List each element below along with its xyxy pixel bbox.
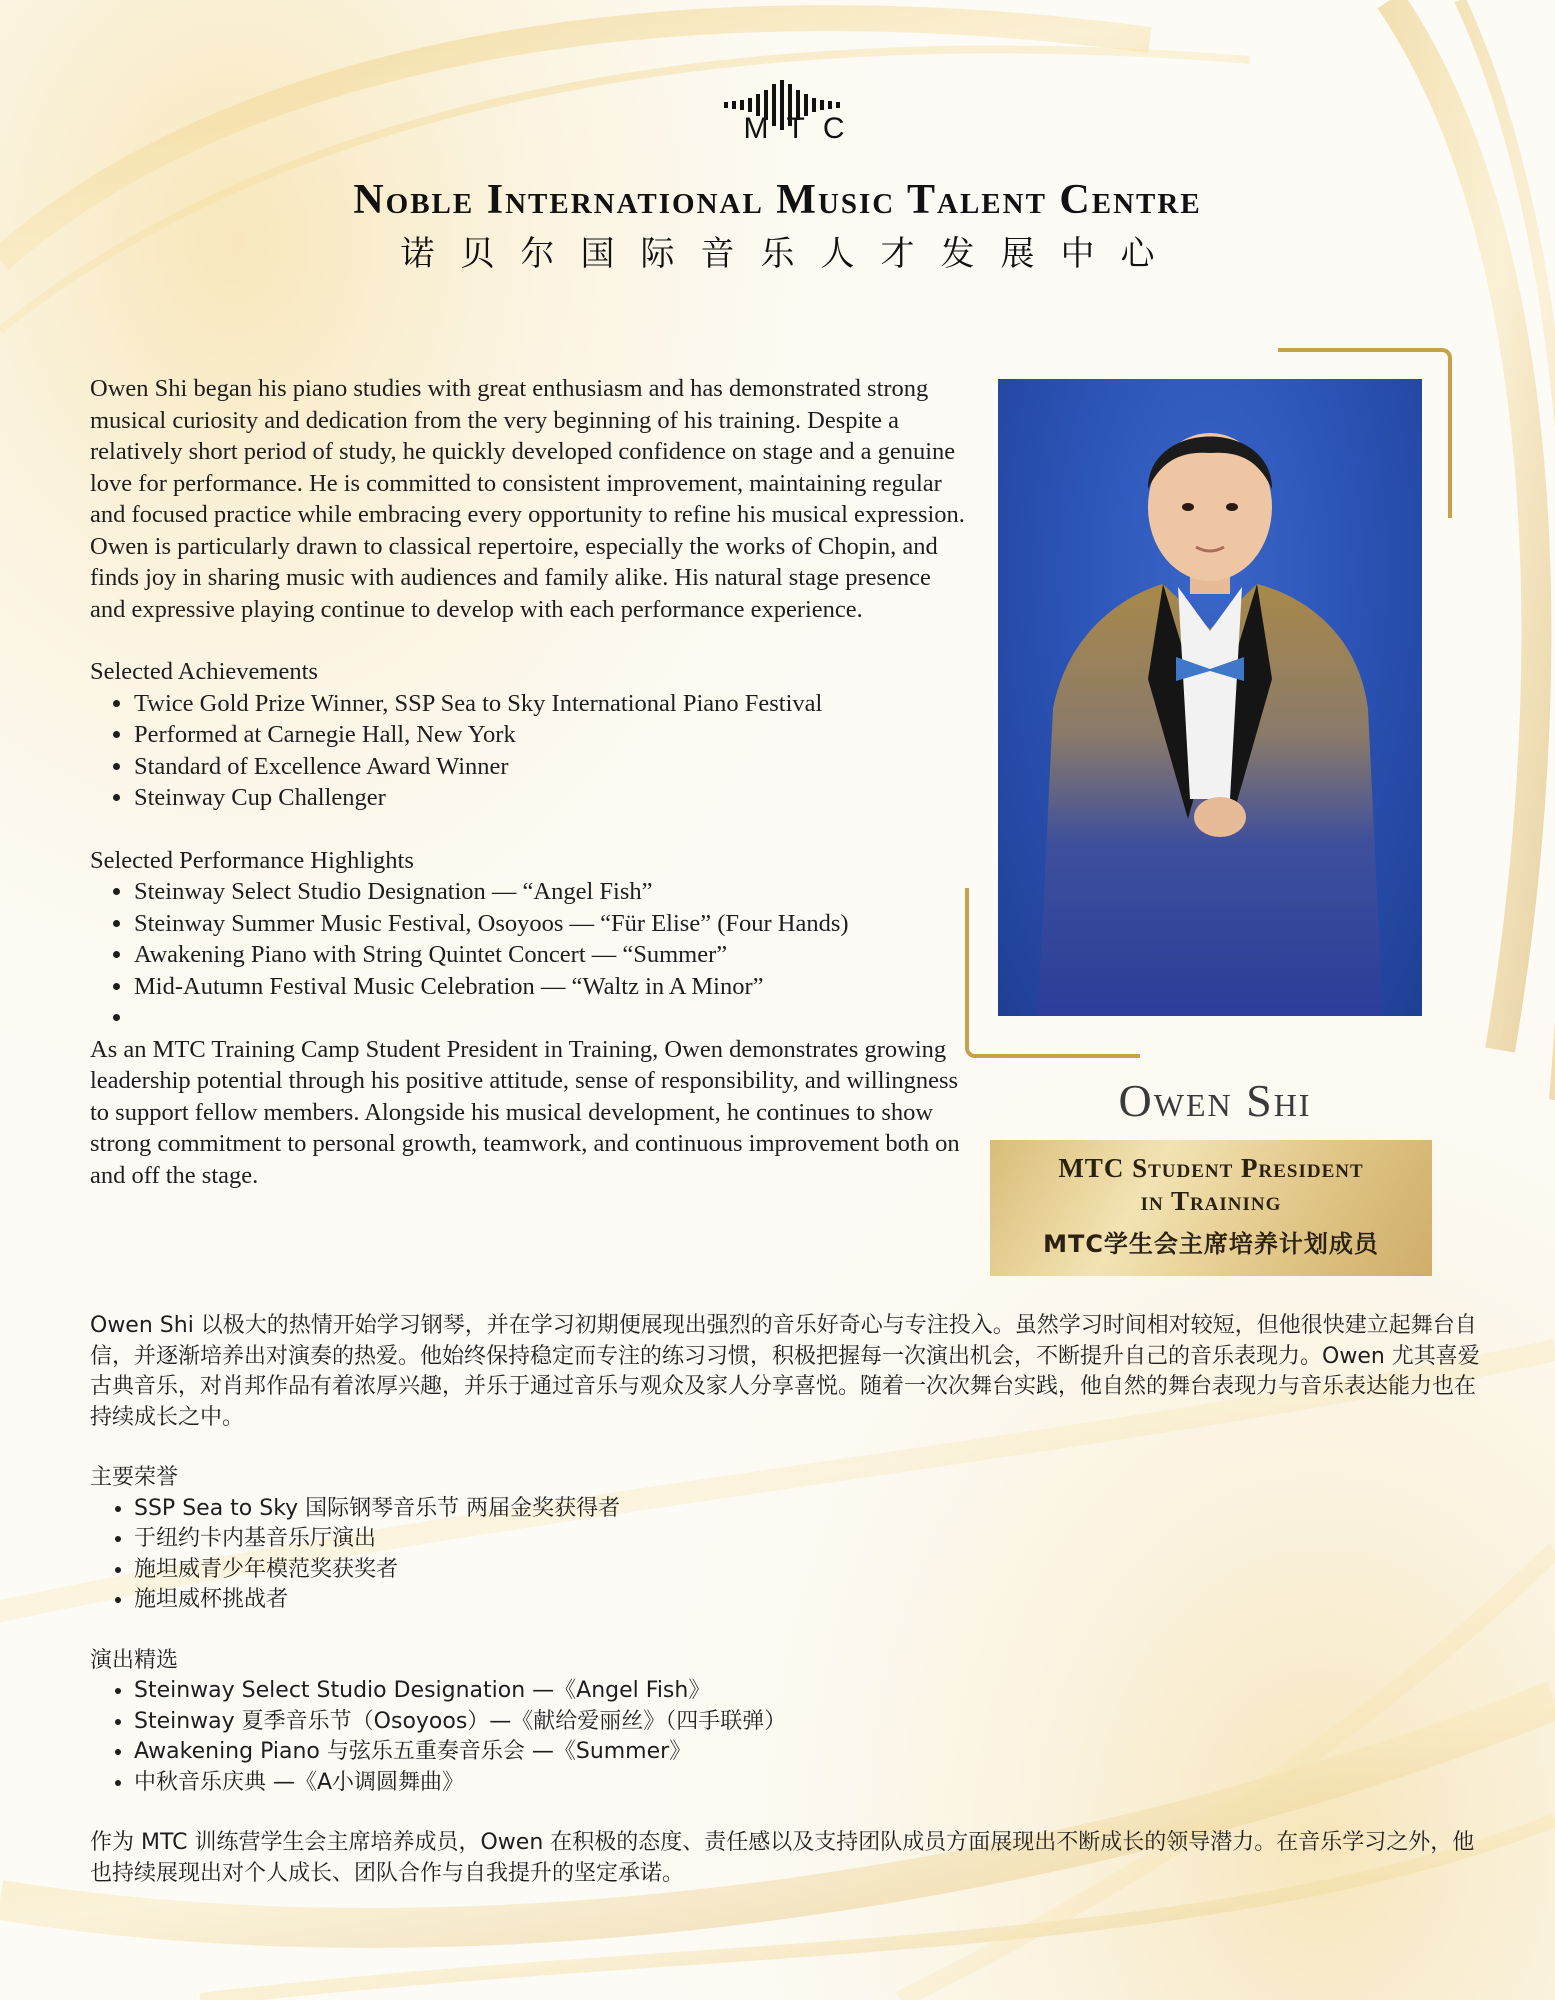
- title-badge: [990, 1140, 1432, 1276]
- highlights-heading: Selected Performance Highlights: [90, 846, 414, 874]
- bio-closing: As an MTC Training Camp Student President in Training, Owen demonstrates growing leadership potential through his positive attitude, sense of responsibility, and willingness to support fellow members. Alongside his musical development, he continues to show strong commitment to personal growth, teamwork, and continuous improvement both on and off the stage.: [90, 1035, 960, 1189]
- bio-intro-chinese: Owen Shi 以极大的热情开始学习钢琴，并在学习初期便展现出强烈的音乐好奇心与专注投入。虽然学习时间相对较短，但他很快建立起舞台自信，并逐渐培养出对演奏的热爱。他始终保持稳定而专注的练习习惯，积极把握每一次演出机会，不断提升自己的音乐表现力。Owen 尤其喜爱古典音乐，对肖邦作品有着浓厚兴趣，并乐于通过音乐与观众及家人分享喜悦。随着一次次舞台实践，他自然的舞台表现力与音乐表达能力也在持续成长之中。: [90, 1313, 1480, 1430]
- page-title: Noble International Music Talent Centre: [353, 177, 1202, 223]
- list-item: • Mid-Autumn Festival Music Celebration — “Waltz in A Minor”: [134, 971, 970, 1003]
- highlights-list: [90, 876, 970, 1034]
- bio-intro: Owen Shi began his piano studies with great enthusiasm and has demonstrated strong musical curiosity and dedication from the very beginning of his training. Despite a relatively short period of study, he quickly developed confidence on stage and a genuine love for performance. He is committed to consistent improvement, maintaining regular and focused practice while embracing every opportunity to refine his musical expression. Owen is particularly drawn to classical repertoire, especially the works of Chopin, and finds joy in sharing music with audiences and family alike. His natural stage presence and expressive playing continue to develop with each performance experience.: [90, 375, 965, 623]
- logo-text: MTC: [743, 112, 863, 145]
- highlights-list-chinese: [90, 1676, 1490, 1798]
- achievements-heading: Selected Achievements: [90, 658, 318, 685]
- list-item: • Twice Gold Prize Winner, SSP Sea to Sky International Piano Festival: [134, 688, 970, 720]
- portrait-illustration: [998, 379, 1422, 1016]
- list-item: • Awakening Piano 与弦乐五重奏音乐会 —《Summer》: [134, 1737, 1490, 1768]
- bio-closing-chinese: 作为 MTC 训练营学生会主席培养成员，Owen 在积极的态度、责任感以及支持团队成员方面展现出不断成长的领导潜力。在音乐学习之外，他也持续展现出对个人成长、团队合作与自我提升的坚定承诺。: [90, 1830, 1475, 1886]
- achievements-list-chinese: [90, 1494, 1490, 1616]
- badge-title-line-2: in Training: [1140, 1186, 1282, 1216]
- list-item: • Performed at Carnegie Hall, New York: [134, 719, 970, 751]
- list-item: • Steinway Cup Challenger: [134, 782, 970, 814]
- list-item: • 施坦威杯挑战者: [134, 1585, 1490, 1616]
- list-item: • Awakening Piano with String Quintet Concert — “Summer”: [134, 939, 970, 971]
- badge-title-line-1: MTC Student President: [1058, 1153, 1364, 1183]
- list-item: • Standard of Excellence Award Winner: [134, 751, 970, 783]
- list-item: • SSP Sea to Sky 国际钢琴音乐节 两届金奖获得者: [134, 1494, 1490, 1525]
- list-item: • 于纽约卡内基音乐厅演出: [134, 1524, 1490, 1555]
- student-name: Owen Shi: [1118, 1075, 1312, 1126]
- list-item: • Steinway Select Studio Designation —《Angel Fish》: [134, 1676, 1490, 1707]
- list-item: • Steinway Select Studio Designation — “Angel Fish”: [134, 876, 970, 908]
- page-title-chinese: 诺贝尔国际音乐人才发展中心: [400, 234, 1181, 274]
- english-biography: [90, 373, 970, 1191]
- badge-title-chinese: MTC学生会主席培养计划成员: [1043, 1230, 1379, 1258]
- portrait-photo: [998, 379, 1422, 1016]
- empty-list-item: [134, 1002, 970, 1034]
- list-item: • 中秋音乐庆典 —《A小调圆舞曲》: [134, 1768, 1490, 1799]
- list-item: • 施坦威青少年模范奖获奖者: [134, 1555, 1490, 1586]
- highlights-heading-chinese: 演出精选: [90, 1647, 179, 1673]
- chinese-biography: [90, 1311, 1490, 1889]
- list-item: • Steinway 夏季音乐节（Osoyoos）—《献给爱丽丝》（四手联弹）: [134, 1707, 1490, 1738]
- list-item: • Steinway Summer Music Festival, Osoyoos — “Für Elise” (Four Hands): [134, 908, 970, 940]
- achievements-heading-chinese: 主要荣誉: [90, 1465, 179, 1490]
- achievements-list: [90, 688, 970, 814]
